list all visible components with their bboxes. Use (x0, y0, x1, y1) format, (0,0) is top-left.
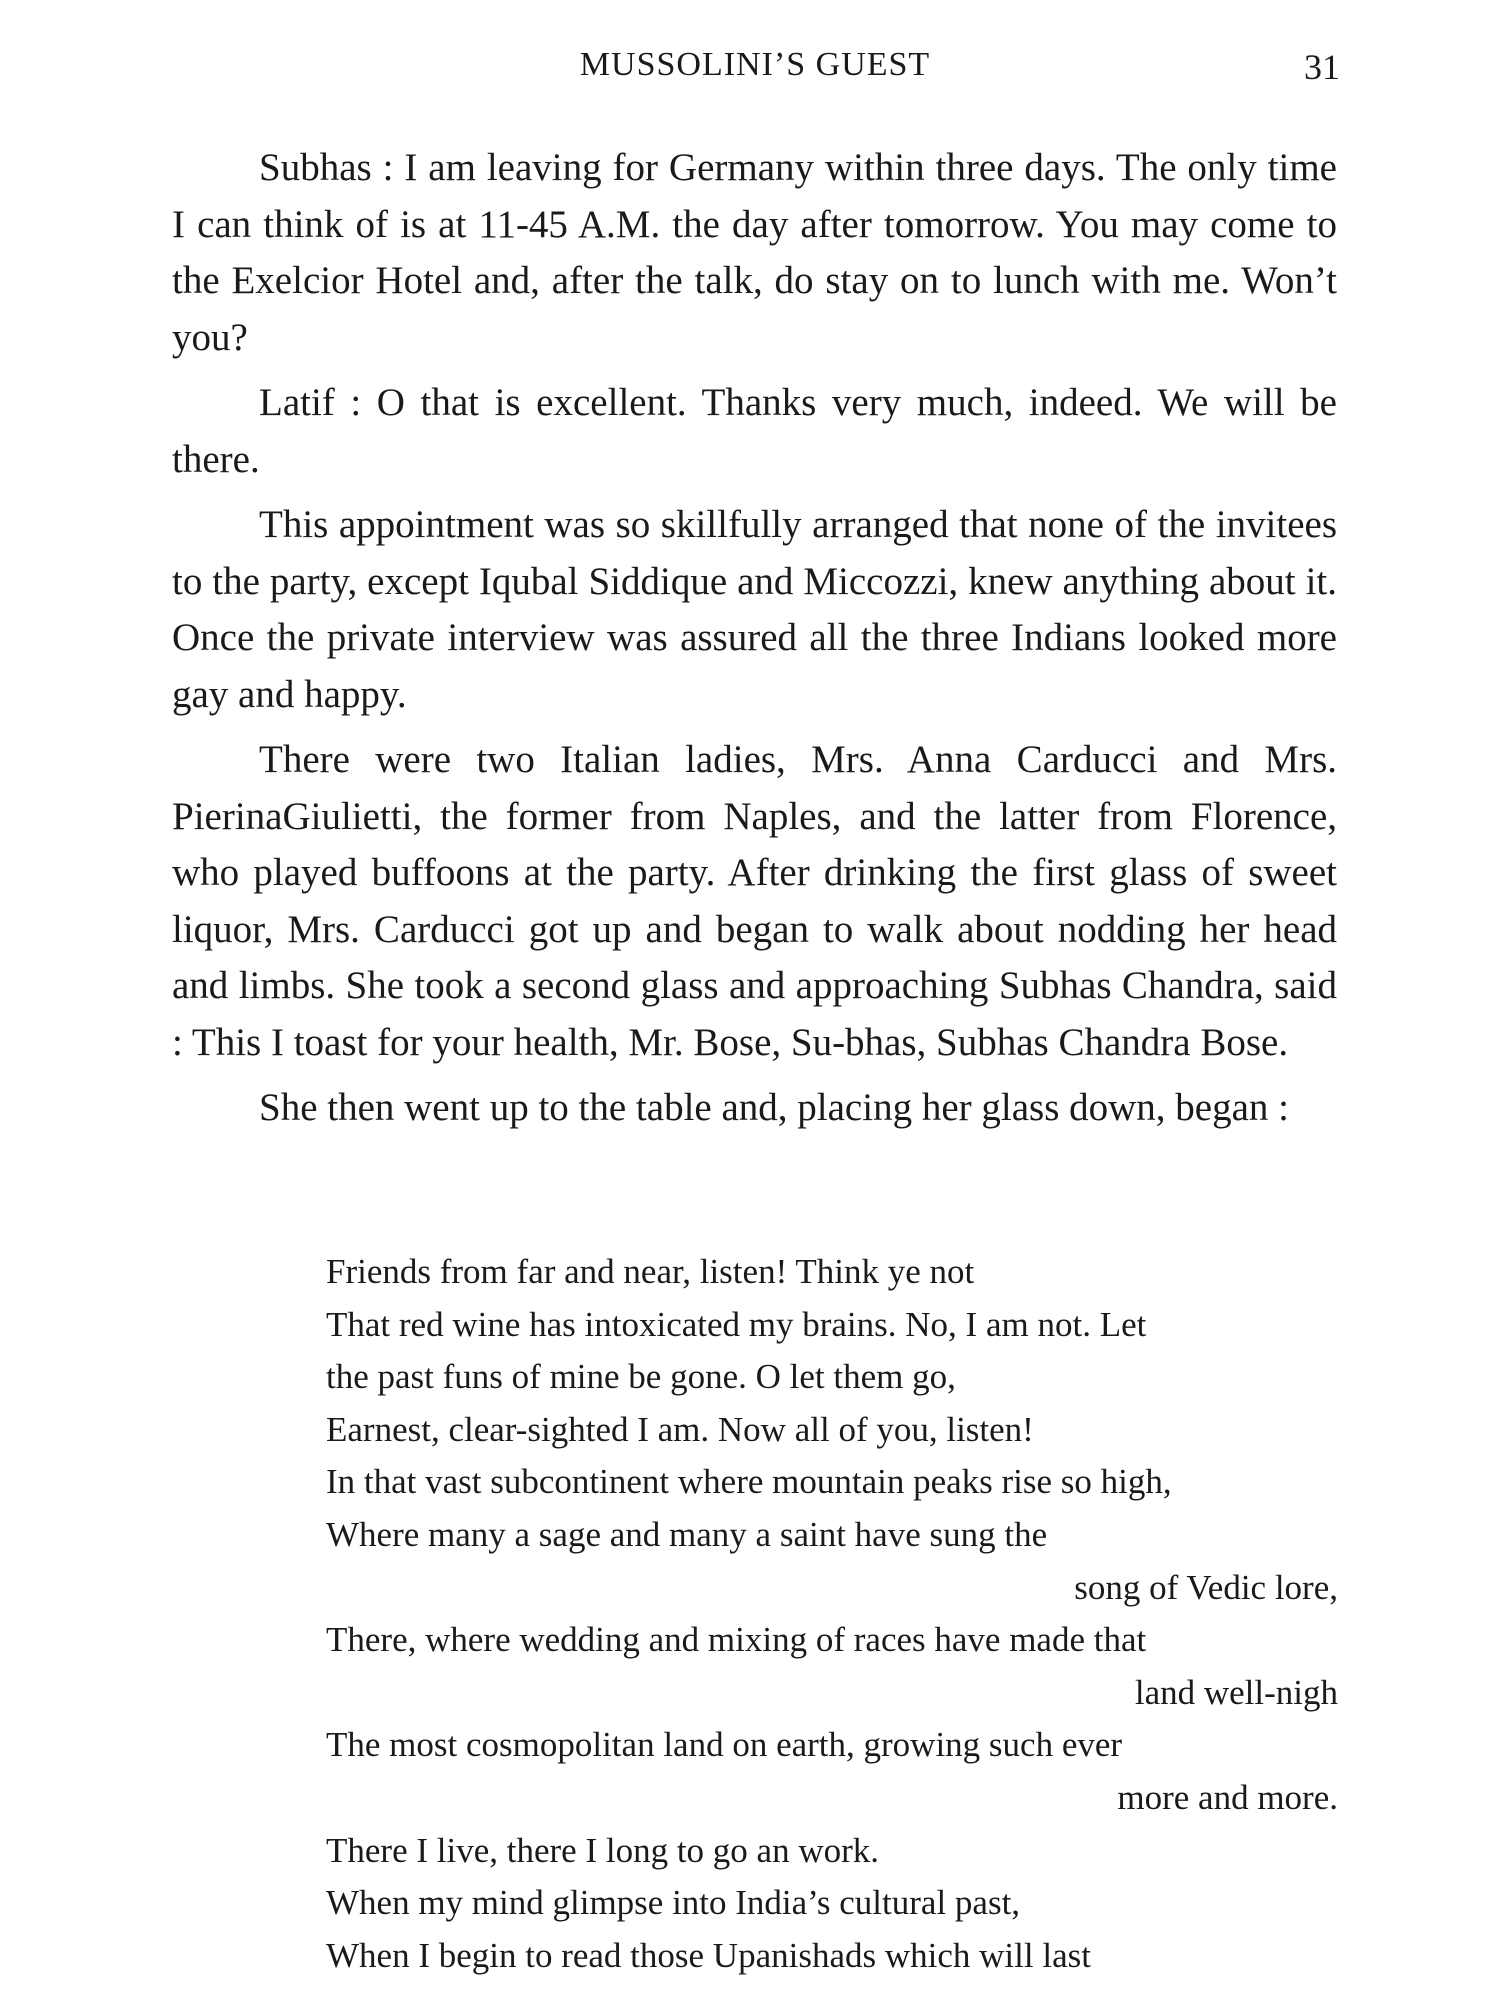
verse-line: Where many a sage and many a saint have sung the (326, 1514, 1048, 1554)
verse-line: Friends from far and near, listen! Think ye not (326, 1252, 975, 1291)
verse-line: the past funs of mine be gone. O let them go, (326, 1357, 956, 1397)
verse-line: Earnest, clear-sighted I am. Now all of you, listen! (326, 1409, 1034, 1449)
verse-line: In that vast subcontinent where mountain peaks rise so high, (326, 1462, 1172, 1502)
verse-line-continuation: song of Vedic lore, (1074, 1567, 1338, 1607)
paragraph-subhas-dialog: Subhas : I am leaving for Germany within three days. The only time I can think of is at 11-45 A.M. the day after tomorrow. You may come to the Exelcior Hotel and, after the talk, do stay on to lunch with me. Won’t you? (172, 146, 1337, 359)
verse-line: There, where wedding and mixing of races have made that (326, 1620, 1147, 1660)
verse-block (326, 1246, 1338, 1982)
verse-line: There I live, there I long to go an work. (326, 1830, 880, 1870)
paragraph-appointment: This appointment was so skillfully arranged that none of the invitees to the party, except Iqubal Siddique and Miccozzi, knew anything about it. Once the private interview was assured all the three Indians looked more gay and happy. (172, 503, 1337, 716)
paragraph-latif-dialog: Latif : O that is excellent. Thanks very much, indeed. We will be there. (172, 381, 1337, 481)
paragraph-began: She then went up to the table and, placing her glass down, began : (259, 1086, 1289, 1129)
verse-line-continuation: land well-nigh (1134, 1672, 1338, 1712)
body-text (172, 140, 1337, 1137)
verse-line: The most cosmopolitan land on earth, growing such ever (326, 1725, 1123, 1765)
verse-line-continuation: more and more. (1117, 1777, 1338, 1817)
verse-line: When I begin to read those Upanishads which will last (326, 1935, 1091, 1975)
page-number: 31 (1304, 47, 1340, 87)
verse-line: That red wine has intoxicated my brains. No, I am not. Let (326, 1304, 1147, 1344)
running-head (170, 46, 1340, 96)
verse-line: When my mind glimpse into India’s cultural past, (326, 1883, 1021, 1923)
paragraph-italian-ladies: There were two Italian ladies, Mrs. Anna Carducci and Mrs. PierinaGiulietti, the former from Naples, and the latter from Florence, who played buffoons at the party. After drinking the first glass of sweet liquor, Mrs. Carducci got up and began to walk about nodding her head and limbs. She took a second glass and approaching Subhas Chandra, said : This I toast for your health, Mr. Bose, Su-bhas, Subhas Chandra Bose. (172, 738, 1337, 1064)
running-title: MUSSOLINI’S GUEST (579, 46, 931, 83)
